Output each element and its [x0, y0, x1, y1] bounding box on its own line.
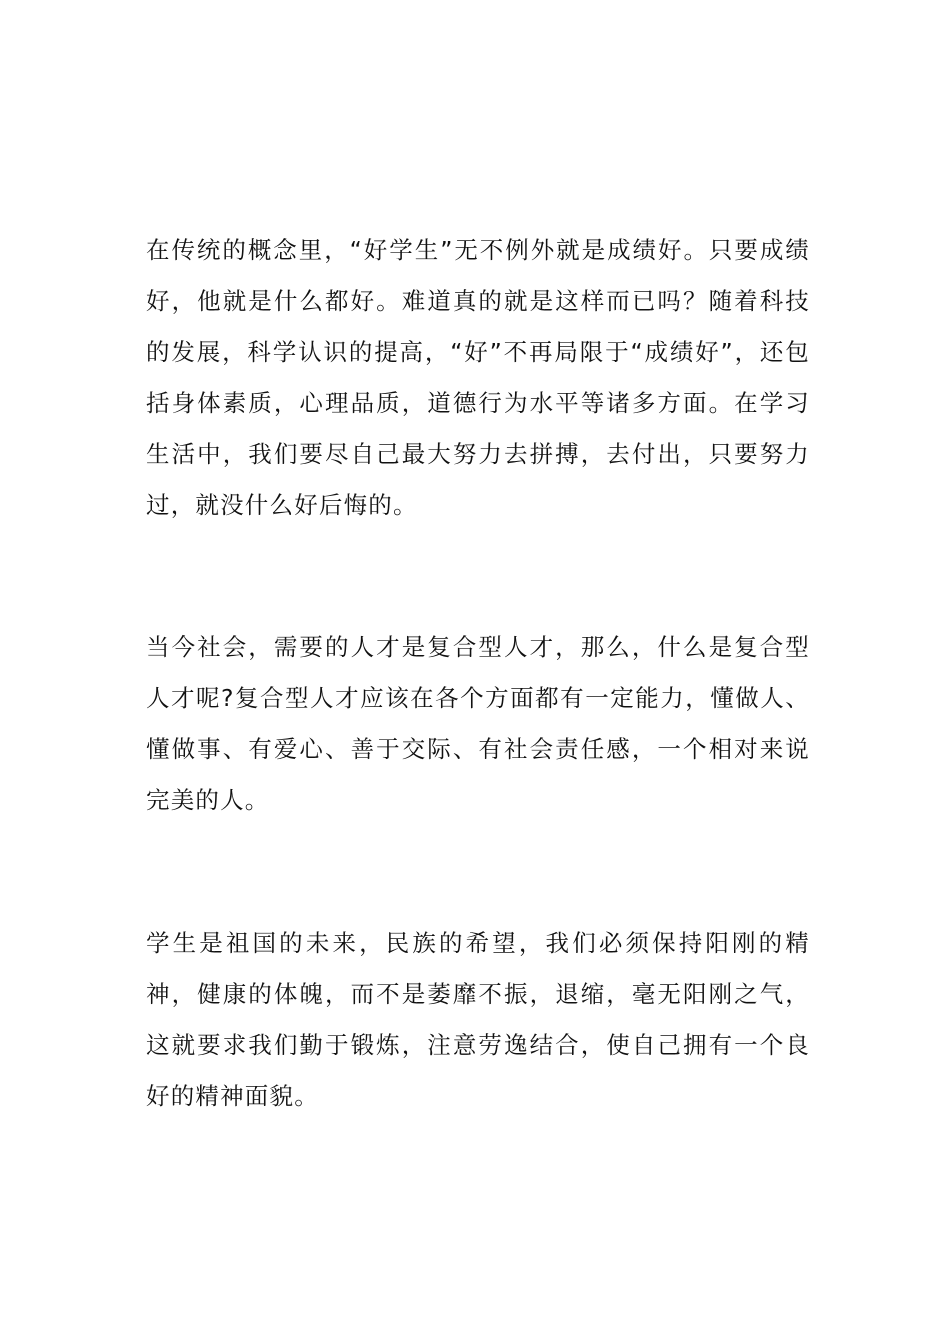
paragraph-good-student: 在传统的概念里，“好学生”无不例外就是成绩好。只要成绩好，他就是什么都好。难道真的就是这样而已吗？随着科技的发展，科学认识的提高，“好”不再局限于“成绩好”，还包括身体素质，心理品质，道德行为水平等诸多方面。在学习生活中，我们要尽自己最大努力去拼搏，去付出，只要努力过，就没什么好后悔的。: [146, 236, 810, 519]
paragraph-compound-talent: 当今社会，需要的人才是复合型人才，那么，什么是复合型人才呢?复合型人才应该在各个方面都有一定能力，懂做人、懂做事、有爱心、善于交际、有社会责任感，一个相对来说完美的人。: [146, 633, 810, 814]
paragraph-vigorous-spirit: 学生是祖国的未来，民族的希望，我们必须保持阳刚的精神，健康的体魄，而不是萎靡不振，退缩，毫无阳刚之气，这就要求我们勤于锻炼，注意劳逸结合，使自己拥有一个良好的精神面貌。: [146, 929, 810, 1110]
